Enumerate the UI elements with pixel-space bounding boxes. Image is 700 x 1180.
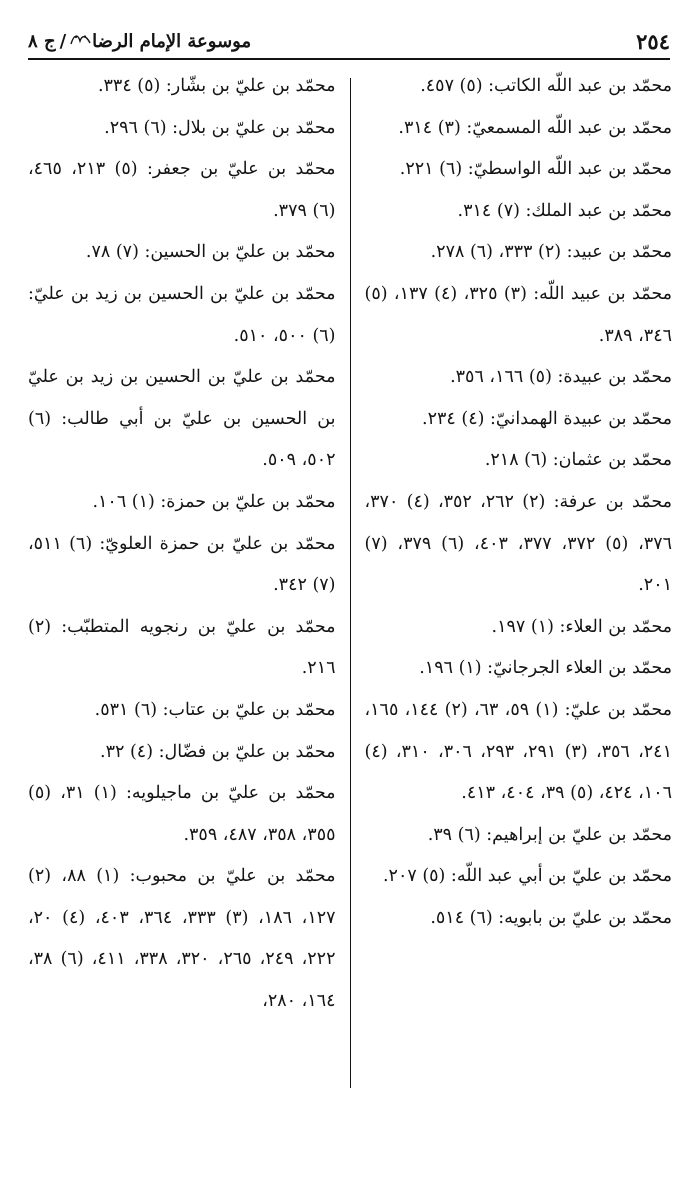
page-number: ٢٥٤	[636, 28, 670, 54]
index-entry: محمّد بن عرفة: (٢) ٢٦٢، ٣٥٢، (٤) ٣٧٠، ٣٧٦، (٥) ٣٧٢، ٣٧٧، ٤٠٣، (٦) ٣٧٩، (٧) ٢٠١.	[364, 491, 673, 596]
index-entry: محمّد بن عليّ بن جعفر: (٥) ٢١٣، ٤٦٥، (٦) ٣٧٩.	[28, 159, 336, 221]
index-entry: محمّد بن عليّ بن بشّار: (٥) ٣٣٤.	[97, 76, 336, 96]
index-entry: محمّد بن عليّ بن حمزة العلويّ: (٦) ٥١١، (٧) ٣٤٢.	[28, 533, 336, 596]
index-entry: محمّد بن عليّ بن ماجيلويه: (١) ٣١، (٥) ٣٥٥، ٣٥٨، ٤٨٧، ٣٥٩.	[28, 783, 336, 845]
index-entry: محمّد بن عليّ بن الحسين بن زيد بن عليّ: (٦) ٥٠٠، ٥١٠.	[28, 283, 336, 346]
running-title	[28, 31, 251, 52]
index-entry: محمّد بن عليّ بن بلال: (٦) ٢٩٦.	[104, 117, 336, 138]
index-entry: محمّد بن عبد الملك: (٧) ٣١٤.	[457, 200, 672, 221]
index-entry: محمّد بن عليّ بن أبي عبد اللّه: (٥) ٢٠٧.	[382, 866, 672, 887]
index-entry: محمّد بن عليّ بن إبراهيم: (٦) ٣٩.	[427, 824, 672, 845]
title-separator: /	[59, 30, 67, 52]
index-entry: محمّد بن عبيدة: (٥) ١٦٦، ٣٥٦.	[450, 367, 672, 388]
index-entry: محمّد بن عليّ بن الحسين بن زيد بن عليّ بن الحسين بن عليّ بن أبي طالب: (٦) ٥٠٢، ٥٠٩.	[28, 367, 336, 471]
index-entry: محمّد بن العلاء الجرجانيّ: (١) ١٩٦.	[419, 658, 672, 679]
index-entry: محمّد بن عليّ بن رنجويه المتطبّب: (٢) ٢١٦.	[28, 616, 336, 679]
index-entry: محمّد بن عبد اللّه الكاتب: (٥) ٤٥٧.	[420, 76, 672, 96]
index-column-right	[351, 66, 675, 1086]
index-entry: محمّد بن عبد اللّه الواسطيّ: (٦) ٢٢١.	[399, 159, 672, 180]
index-entry: محمّد بن عليّ: (١) ٥٩، ٦٣، (٢) ١٤٤، ١٦٥، ٢٤١، ٣٥٦، (٣) ٢٩١، ٢٩٣، ٣٠٦، ٣١٠، (٤) ١٠٦، ٤٢٤، (٥) ٣٩، ٤٠٤، ٤١٣.	[364, 699, 673, 804]
index-entry: محمّد بن عليّ بن فضّال: (٤) ٣٢.	[100, 741, 336, 762]
index-column-left	[26, 66, 350, 1086]
index-entry: محمّد بن العلاء: (١) ١٩٧.	[491, 616, 672, 637]
index-columns	[26, 66, 674, 1086]
index-entry: محمّد بن عثمان: (٦) ٢١٨.	[484, 450, 672, 471]
index-entry: محمّد بن عليّ بن محبوب: (١) ٨٨، (٢) ١٢٧، ١٨٦، (٣) ٣٣٣، ٣٦٤، ٤٠٣، (٤) ٢٠، ٢٢٢، ٢٤٩، ٢٦٥، ٣٢٠، ٣٣٨، ٤١١، (٦) ٣٨، ١٦٤، ٢٨٠،	[28, 866, 336, 1012]
index-entry: محمّد بن عبيد اللّه: (٣) ٣٢٥، (٤) ١٣٧، (٥) ٣٤٦، ٣٨٩.	[364, 283, 673, 346]
index-entry: محمّد بن عليّ بن بابويه: (٦) ٥١٤.	[430, 907, 672, 928]
index-entry: محمّد بن عليّ بن عتاب: (٦) ٥٣١.	[94, 699, 336, 720]
column-divider	[350, 78, 351, 1088]
honorific-seal	[70, 31, 92, 52]
volume-label: ج ٨	[28, 30, 56, 52]
index-entry: محمّد بن عبيد: (٢) ٣٣٣، (٦) ٢٧٨.	[430, 242, 672, 263]
index-entry: محمّد بن عبيدة الهمدانيّ: (٤) ٢٣٤.	[422, 408, 672, 429]
index-entry: محمّد بن عليّ بن الحسين: (٧) ٧٨.	[85, 242, 336, 263]
page-header	[28, 24, 670, 60]
index-entry: محمّد بن عليّ بن حمزة: (١) ١٠٦.	[92, 491, 336, 512]
book-title: موسوعة الإمام الرضا	[92, 30, 252, 52]
index-entry: محمّد بن عبد اللّه المسمعيّ: (٣) ٣١٤.	[398, 117, 672, 138]
